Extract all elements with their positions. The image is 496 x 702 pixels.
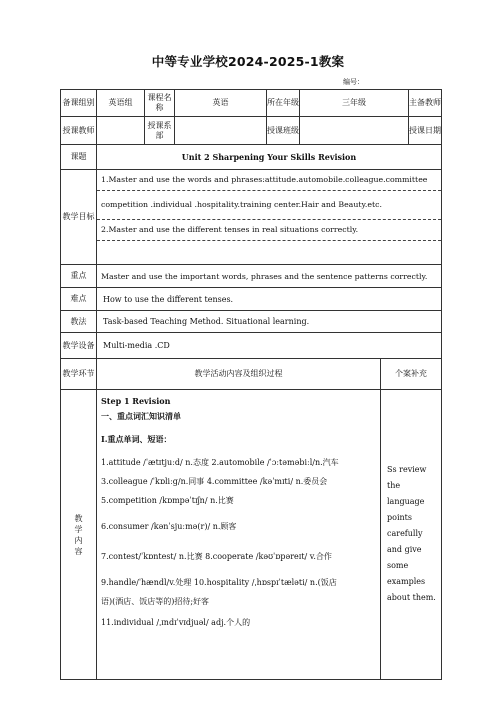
preparer-label: 主备教师 (409, 90, 442, 117)
equipment-row (61, 333, 442, 359)
teacher-value (97, 117, 145, 145)
lesson-plan-table (60, 89, 442, 680)
topic-row (61, 145, 442, 170)
course-label: 课程名称 (145, 90, 175, 117)
method-row (61, 311, 442, 333)
page-title: 中等专业学校2024-2025-1教案 (151, 54, 345, 69)
grade-label: 所在年级 (267, 90, 300, 117)
group-value: 英语组 (97, 90, 145, 117)
supplement-label: 个案补充 (381, 359, 442, 390)
difficulty-label: 难点 (61, 288, 97, 311)
serial-number-label: 编号： (343, 78, 364, 86)
key-label: 重点 (61, 265, 97, 288)
vocab-line: 9.handle/ˈhændl/v.处理 10.hospitality /ˌhɒspɪˈtæləti/ n.(饭店 (101, 578, 337, 587)
vocab-line: 3.colleague /ˈkɒliːg/n.同事 4.committee /kəˈmɪti/ n.委员会 (101, 477, 328, 486)
group-label: 备课组别 (61, 90, 97, 117)
goals-row (61, 170, 442, 265)
vocab-line: 11.individual /ˌɪndɪˈvɪdjuəl/ adj.个人的 (101, 618, 251, 627)
info-row-1 (61, 90, 442, 117)
vocab-line: 语)(酒店、饭店等的)招待;好客 (101, 597, 210, 606)
topic-label: 课题 (61, 145, 97, 170)
equipment-value: Multi-media .CD (97, 333, 442, 359)
difficulty-row (61, 288, 442, 311)
key-row (61, 265, 442, 288)
activity-label: 教学活动内容及组织过程 (97, 359, 381, 390)
content-label-cell (61, 390, 97, 680)
dept-value (175, 117, 267, 145)
topic-value: Unit 2 Sharpening Your Skills Revision (97, 145, 442, 170)
course-value: 英语 (175, 90, 267, 117)
teacher-label: 授课教师 (61, 117, 97, 145)
supplement-note: Ss review the language points carefully and give some examples about them. (381, 390, 442, 680)
goal-line-3: 2.Master and use the different tenses in real situations correctly. (97, 220, 441, 241)
goals-label: 教学目标 (61, 170, 97, 265)
dept-label: 授课系部 (145, 117, 175, 145)
section-title: 一、重点词汇知识清单 (101, 412, 181, 421)
content-row (61, 390, 442, 680)
subsection-title: I.重点单词、短语： (101, 434, 172, 444)
stage-label: 教学环节 (61, 359, 97, 390)
difficulty-value: How to use the different tenses. (97, 288, 442, 311)
grade-value: 三年级 (300, 90, 409, 117)
goals-cell (97, 170, 442, 265)
date-label: 授课日期 (409, 117, 442, 145)
vocab-line: 1.attitude /ˈætɪtjuːd/ n.态度 2.automobile /ˈɔːtəməbiːl/n.汽车 (101, 458, 339, 467)
info-row-2 (61, 117, 442, 145)
stage-header-row (61, 359, 442, 390)
goal-line-2: competition .individual .hospitality.training center.Hair and Beauty.etc. (97, 191, 441, 220)
content-cell (97, 390, 381, 680)
vocab-line: 7.contest/ˈkɒntest/ n.比赛 8.cooperate /kəʊˈɒpəreɪt/ v.合作 (101, 552, 332, 561)
class-value (300, 117, 409, 145)
step-title: Step 1 Revision (101, 396, 171, 406)
equipment-label: 教学设备 (61, 333, 97, 359)
goal-line-1: 1.Master and use the words and phrases:attitude.automobile.colleague.committee (97, 170, 441, 191)
class-label: 授课班级 (267, 117, 300, 145)
vocab-line: 5.competition /kɒmpəˈtɪʃn/ n.比赛 (101, 496, 234, 505)
method-label: 教法 (61, 311, 97, 333)
content-label: 教 学 内 容 (74, 513, 83, 556)
vocab-line: 6.consumer /kənˈsjuːmə(r)/ n.顾客 (101, 522, 237, 531)
method-value: Task-based Teaching Method. Situational learning. (97, 311, 442, 333)
key-value: Master and use the important words, phrases and the sentence patterns correctly. (97, 265, 442, 288)
